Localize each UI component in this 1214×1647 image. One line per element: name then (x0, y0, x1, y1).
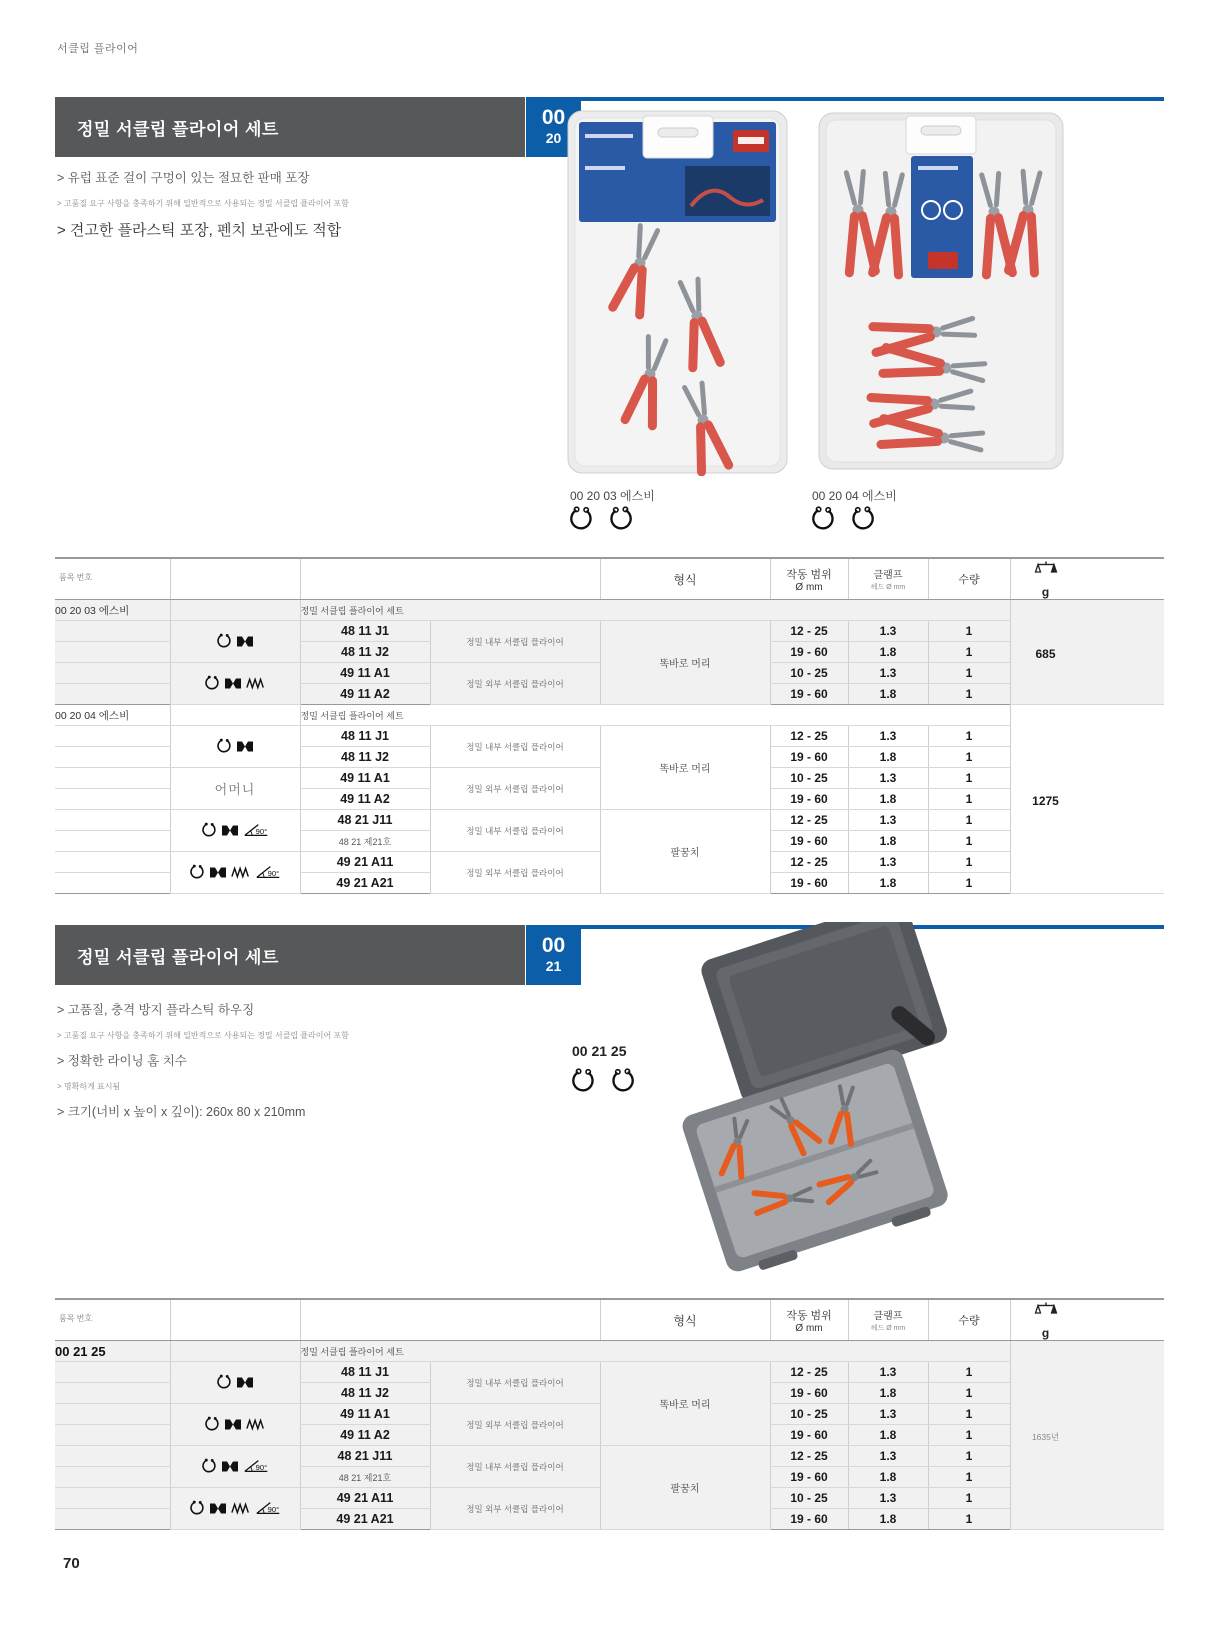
working-range-cell: 19 - 60 (770, 873, 848, 894)
pliers-description-cell: 정밀 내부 서클립 플라이어 (430, 621, 600, 663)
quantity-cell: 1 (928, 810, 1010, 831)
table-header-row (55, 1299, 1164, 1341)
catalog-number-badge (526, 925, 581, 985)
circlip-type-icons (810, 506, 876, 532)
working-range-cell: 12 - 25 (770, 810, 848, 831)
spec-table-2 (55, 1298, 1164, 1530)
product-caption: 00 21 25 (572, 1043, 627, 1059)
spec-row (55, 1446, 1164, 1467)
spec-table-1 (55, 557, 1164, 894)
shaft-application-icon (231, 1501, 251, 1515)
circlip-internal-icon (570, 1068, 596, 1094)
angle-90-icon (243, 822, 270, 838)
part-number-cell: 48 11 J2 (300, 1383, 430, 1404)
angle-90-icon (255, 864, 282, 880)
set-label-row (55, 600, 1164, 621)
weight-cell: 685 (1010, 600, 1164, 705)
circlip-internal-icon (568, 506, 594, 532)
circlip-icon (201, 822, 217, 838)
item-column-spacer (55, 684, 170, 705)
clamp-diameter-cell: 1.3 (848, 1404, 928, 1425)
item-column-spacer (55, 852, 170, 873)
column-header-type: 형식 (600, 558, 770, 600)
pliers-description-cell: 정밀 외부 서클립 플라이어 (430, 1404, 600, 1446)
column-header-range: 작동 범위 Ø mm (770, 558, 848, 600)
quantity-cell: 1 (928, 1509, 1010, 1530)
feature-bullet: > 고품질 요구 사항을 충족하기 위해 일반적으로 사용되는 정밀 서클립 플라이어 포함 (57, 199, 349, 208)
clamp-diameter-cell: 1.8 (848, 684, 928, 705)
pliers-description-cell: 정밀 외부 서클립 플라이어 (430, 852, 600, 894)
angle-90-icon (255, 1500, 282, 1516)
working-range-cell: 12 - 25 (770, 852, 848, 873)
working-range-cell: 19 - 60 (770, 1425, 848, 1446)
head-type-cell: 팔꿈치 (600, 810, 770, 894)
pliers-pictogram-cell (170, 1362, 300, 1404)
item-column-spacer (55, 747, 170, 768)
item-column-spacer (55, 1425, 170, 1446)
clamp-diameter-cell: 1.8 (848, 789, 928, 810)
set-name-cell: 정밀 서클립 플라이어 세트 (300, 705, 1010, 726)
item-column-spacer (55, 642, 170, 663)
quantity-cell: 1 (928, 1467, 1010, 1488)
part-number-cell: 48 11 J1 (300, 621, 430, 642)
working-range-cell: 19 - 60 (770, 789, 848, 810)
item-number-cell: 00 20 03 에스비 (55, 600, 170, 621)
spec-row (55, 726, 1164, 747)
part-number-cell: 49 21 A11 (300, 1488, 430, 1509)
shaft-application-icon (231, 865, 251, 879)
weight-cell: 1275 (1010, 705, 1164, 894)
spec-row (55, 810, 1164, 831)
column-header-weight: g (1010, 558, 1164, 600)
head-type-cell: 똑바로 머리 (600, 621, 770, 705)
pliers-description-cell: 정밀 내부 서클립 플라이어 (430, 1362, 600, 1404)
icon-column-spacer (170, 1341, 300, 1362)
accent-line (581, 97, 1164, 101)
pliers-pictogram-cell (170, 768, 300, 810)
quantity-cell: 1 (928, 621, 1010, 642)
quantity-cell: 1 (928, 768, 1010, 789)
badge-bottom: 20 (545, 130, 562, 146)
quantity-cell: 1 (928, 684, 1010, 705)
product-spec-table (55, 557, 1164, 894)
quantity-cell: 1 (928, 747, 1010, 768)
working-range-cell: 12 - 25 (770, 1446, 848, 1467)
head-type-cell: 똑바로 머리 (600, 726, 770, 810)
bore-application-icon (209, 865, 227, 880)
column-header-part (300, 558, 600, 600)
clamp-diameter-cell: 1.3 (848, 1362, 928, 1383)
pliers-pictogram-cell (170, 726, 300, 768)
clamp-diameter-cell: 1.3 (848, 663, 928, 684)
page-eyebrow: 서클립 플라이어 (57, 43, 139, 55)
clamp-diameter-cell: 1.8 (848, 642, 928, 663)
bore-application-icon (224, 1417, 242, 1432)
working-range-cell: 10 - 25 (770, 1488, 848, 1509)
svg-text:90°: 90° (267, 1505, 279, 1515)
weight-cell: 1635년 (1010, 1341, 1164, 1530)
bore-application-icon (236, 634, 254, 649)
column-header-icons (170, 558, 300, 600)
column-header-icons (170, 1299, 300, 1341)
pliers-pictogram-cell (170, 1488, 300, 1530)
feature-bullet: > 견고한 플라스틱 포장, 펜치 보관에도 적합 (57, 222, 342, 239)
spec-row (55, 621, 1164, 642)
part-number-cell: 48 11 J1 (300, 1362, 430, 1383)
clamp-diameter-cell: 1.3 (848, 810, 928, 831)
part-number-cell: 48 21 J11 (300, 810, 430, 831)
set-name-cell: 정밀 서클립 플라이어 세트 (300, 600, 1010, 621)
column-header-part (300, 1299, 600, 1341)
bore-application-icon (209, 1501, 227, 1516)
bore-application-icon (221, 823, 239, 838)
section-title-bar (55, 925, 525, 985)
circlip-icon (216, 633, 232, 649)
item-column-spacer (55, 1383, 170, 1404)
badge-top: 00 (541, 106, 566, 129)
item-column-spacer (55, 873, 170, 894)
item-column-spacer (55, 621, 170, 642)
feature-bullet: > 유럽 표준 걸이 구멍이 있는 절묘한 판매 포장 (57, 171, 310, 185)
item-number-cell: 00 20 04 에스비 (55, 705, 170, 726)
part-number-cell: 49 21 A21 (300, 873, 430, 894)
working-range-cell: 10 - 25 (770, 663, 848, 684)
column-header-weight: g (1010, 1299, 1164, 1341)
pliers-pictogram-cell (170, 1446, 300, 1488)
table-header-row (55, 558, 1164, 600)
scale-icon (1034, 560, 1058, 580)
item-column-spacer (55, 789, 170, 810)
set-label-row (55, 1341, 1164, 1362)
item-column-spacer (55, 1509, 170, 1530)
pliers-description-cell: 정밀 외부 서클립 플라이어 (430, 1488, 600, 1530)
quantity-cell: 1 (928, 1404, 1010, 1425)
item-column-spacer (55, 726, 170, 747)
quantity-cell: 1 (928, 831, 1010, 852)
icon-column-spacer (170, 600, 300, 621)
quantity-cell: 1 (928, 1488, 1010, 1509)
shaft-application-icon (246, 1417, 266, 1431)
page-number: 70 (63, 1555, 80, 1572)
product-image-002003 (565, 108, 790, 476)
column-header-type: 형식 (600, 1299, 770, 1341)
section-2-header (55, 925, 1164, 985)
quantity-cell: 1 (928, 852, 1010, 873)
svg-text:90°: 90° (255, 827, 267, 837)
item-column-spacer (55, 1362, 170, 1383)
item-column-spacer (55, 831, 170, 852)
column-header-clamp: 클램프 헤드 Ø mm (848, 558, 928, 600)
bore-application-icon (236, 739, 254, 754)
quantity-cell: 1 (928, 726, 1010, 747)
part-number-cell: 48 21 제21호 (300, 1467, 430, 1488)
pliers-pictogram-cell (170, 663, 300, 705)
product-image-002125 (650, 922, 990, 1274)
head-type-cell: 똑바로 머리 (600, 1362, 770, 1446)
item-column-spacer (55, 1488, 170, 1509)
item-column-spacer (55, 1446, 170, 1467)
part-number-cell: 49 21 A11 (300, 852, 430, 873)
clamp-diameter-cell: 1.3 (848, 1488, 928, 1509)
part-number-cell: 49 21 A21 (300, 1509, 430, 1530)
column-header-item-no: 품목 번호 (55, 558, 170, 600)
clamp-diameter-cell: 1.8 (848, 1509, 928, 1530)
circlip-icon (189, 1500, 205, 1516)
column-header-range: 작동 범위 Ø mm (770, 1299, 848, 1341)
quantity-cell: 1 (928, 1425, 1010, 1446)
item-column-spacer (55, 1404, 170, 1425)
circlip-icon (189, 864, 205, 880)
svg-text:90°: 90° (255, 1463, 267, 1473)
working-range-cell: 19 - 60 (770, 1467, 848, 1488)
clamp-diameter-cell: 1.3 (848, 768, 928, 789)
bore-application-icon (236, 1375, 254, 1390)
part-number-cell: 49 11 A1 (300, 663, 430, 684)
working-range-cell: 12 - 25 (770, 621, 848, 642)
section-title: 정밀 서클립 플라이어 세트 (77, 947, 279, 967)
column-header-item-no: 품목 번호 (55, 1299, 170, 1341)
feature-bullet: > 크기(너비 x 높이 x 깊이): 260x 80 x 210mm (57, 1105, 306, 1119)
column-header-qty: 수량 (928, 558, 1010, 600)
item-number-cell: 00 21 25 (55, 1341, 170, 1362)
pliers-description-cell: 정밀 외부 서클립 플라이어 (430, 768, 600, 810)
part-number-cell: 48 21 J11 (300, 1446, 430, 1467)
scale-icon (1034, 1301, 1058, 1321)
head-type-cell: 팔꿈치 (600, 1446, 770, 1530)
working-range-cell: 19 - 60 (770, 747, 848, 768)
badge-top: 00 (541, 934, 566, 957)
circlip-icon (216, 1374, 232, 1390)
bore-application-icon (221, 1459, 239, 1474)
working-range-cell: 12 - 25 (770, 726, 848, 747)
pliers-description-cell: 정밀 내부 서클립 플라이어 (430, 1446, 600, 1488)
pliers-description-cell: 정밀 내부 서클립 플라이어 (430, 810, 600, 852)
quantity-cell: 1 (928, 1446, 1010, 1467)
circlip-icon (204, 1416, 220, 1432)
clamp-diameter-cell: 1.8 (848, 747, 928, 768)
working-range-cell: 12 - 25 (770, 1362, 848, 1383)
feature-bullets (57, 168, 557, 252)
pliers-pictogram-cell (170, 852, 300, 894)
quantity-cell: 1 (928, 642, 1010, 663)
product-image-002004 (816, 110, 1066, 472)
circlip-icon (204, 675, 220, 691)
product-caption: 00 20 03 에스비 (570, 489, 655, 503)
clamp-diameter-cell: 1.8 (848, 1383, 928, 1404)
pliers-pictogram-cell (170, 1404, 300, 1446)
feature-bullet: > 명확하게 표시됨 (57, 1082, 121, 1091)
quantity-cell: 1 (928, 1383, 1010, 1404)
feature-bullets (57, 1000, 557, 1132)
working-range-cell: 19 - 60 (770, 684, 848, 705)
svg-text:90°: 90° (267, 869, 279, 879)
circlip-internal-icon (810, 506, 836, 532)
spec-row (55, 1362, 1164, 1383)
quantity-cell: 1 (928, 663, 1010, 684)
bore-application-icon (224, 676, 242, 691)
clamp-diameter-cell: 1.8 (848, 831, 928, 852)
quantity-cell: 1 (928, 789, 1010, 810)
clamp-diameter-cell: 1.8 (848, 873, 928, 894)
part-number-cell: 48 11 J1 (300, 726, 430, 747)
product-spec-table (55, 1298, 1164, 1530)
pliers-pictogram-cell (170, 810, 300, 852)
part-number-cell: 49 11 A1 (300, 1404, 430, 1425)
working-range-cell: 10 - 25 (770, 768, 848, 789)
column-header-qty: 수량 (928, 1299, 1010, 1341)
item-column-spacer (55, 810, 170, 831)
working-range-cell: 19 - 60 (770, 1383, 848, 1404)
pliers-description-cell: 정밀 내부 서클립 플라이어 (430, 726, 600, 768)
feature-bullet: > 고품질, 충격 방지 플라스틱 하우징 (57, 1003, 255, 1017)
pliers-description-cell: 정밀 외부 서클립 플라이어 (430, 663, 600, 705)
set-name-cell: 정밀 서클립 플라이어 세트 (300, 1341, 1010, 1362)
circlip-external-icon (850, 506, 876, 532)
part-number-cell: 49 11 A2 (300, 684, 430, 705)
pliers-pictogram-cell (170, 621, 300, 663)
part-number-cell: 49 11 A1 (300, 768, 430, 789)
circlip-external-icon (608, 506, 634, 532)
working-range-cell: 19 - 60 (770, 831, 848, 852)
clamp-diameter-cell: 1.3 (848, 726, 928, 747)
working-range-cell: 19 - 60 (770, 1509, 848, 1530)
part-number-cell: 49 11 A2 (300, 789, 430, 810)
set-label-row (55, 705, 1164, 726)
angle-90-icon (243, 1458, 270, 1474)
circlip-icon (216, 738, 232, 754)
feature-bullet: > 정확한 라이닝 홈 치수 (57, 1054, 187, 1068)
clamp-diameter-cell: 1.8 (848, 1467, 928, 1488)
product-caption: 00 20 04 에스비 (812, 489, 897, 503)
icon-column-spacer (170, 705, 300, 726)
column-header-clamp: 클램프 헤드 Ø mm (848, 1299, 928, 1341)
part-number-cell: 48 21 제21호 (300, 831, 430, 852)
circlip-external-icon (610, 1068, 636, 1094)
section-title: 정밀 서클립 플라이어 세트 (77, 119, 279, 139)
part-number-cell: 48 11 J2 (300, 642, 430, 663)
part-number-cell: 48 11 J2 (300, 747, 430, 768)
working-range-cell: 19 - 60 (770, 642, 848, 663)
clamp-diameter-cell: 1.3 (848, 852, 928, 873)
icon-placeholder-text: 어머니 (214, 781, 256, 797)
clamp-diameter-cell: 1.3 (848, 621, 928, 642)
item-column-spacer (55, 663, 170, 684)
quantity-cell: 1 (928, 873, 1010, 894)
part-number-cell: 49 11 A2 (300, 1425, 430, 1446)
circlip-type-icons (570, 1068, 636, 1094)
clamp-diameter-cell: 1.8 (848, 1425, 928, 1446)
item-column-spacer (55, 1467, 170, 1488)
circlip-type-icons (568, 506, 634, 532)
quantity-cell: 1 (928, 1362, 1010, 1383)
feature-bullet: > 고품질 요구 사항을 충족하기 위해 일반적으로 사용되는 정밀 서클립 플라이어 포함 (57, 1031, 349, 1040)
shaft-application-icon (246, 676, 266, 690)
badge-bottom: 21 (545, 958, 562, 974)
working-range-cell: 10 - 25 (770, 1404, 848, 1425)
clamp-diameter-cell: 1.3 (848, 1446, 928, 1467)
section-title-bar (55, 97, 525, 157)
item-column-spacer (55, 768, 170, 789)
circlip-icon (201, 1458, 217, 1474)
